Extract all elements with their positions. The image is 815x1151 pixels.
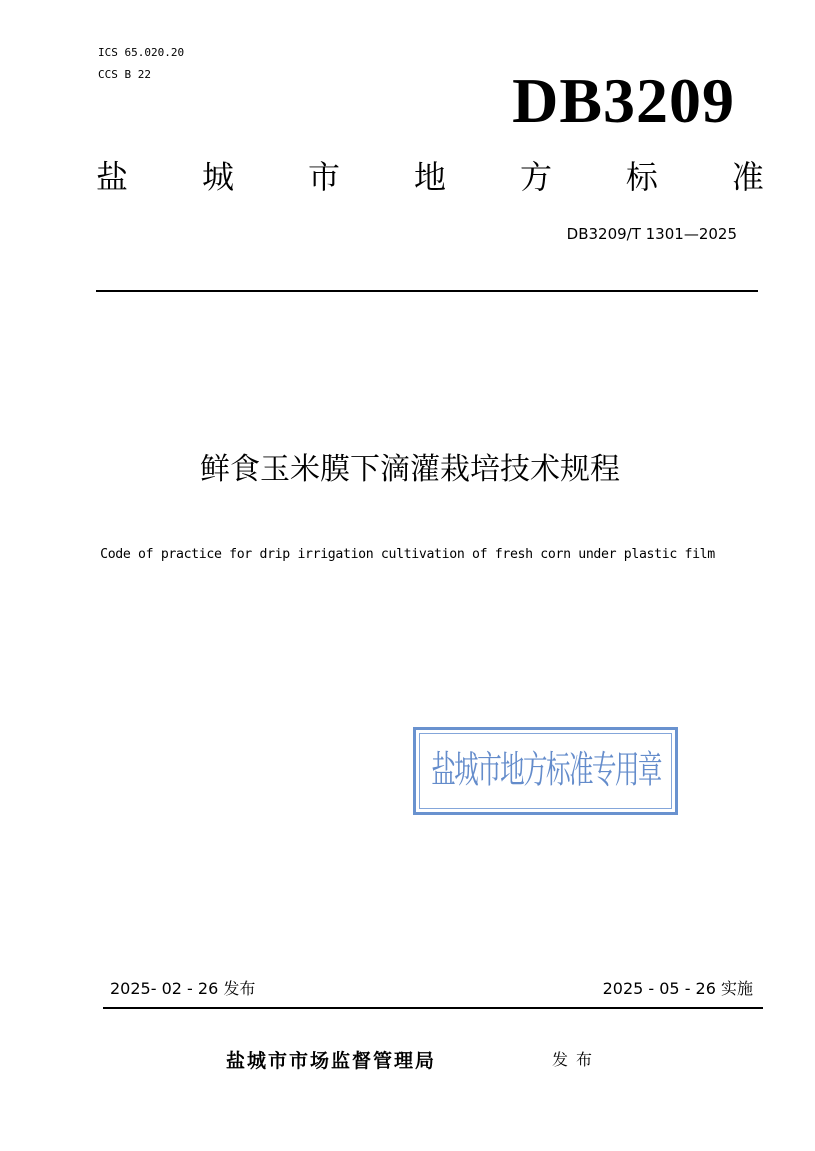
bottom-divider <box>103 1007 763 1009</box>
release-date: 2025- 02 - 26 发布 <box>110 979 256 998</box>
top-divider <box>96 290 758 292</box>
standard-type-char: 盐 <box>96 158 129 196</box>
official-seal-frame <box>419 733 672 809</box>
standard-logo-code: DB3209 <box>512 65 735 136</box>
document-title-en: Code of practice for drip irrigation cultivation of fresh corn under plastic film <box>100 547 715 562</box>
issuing-action: 发布 <box>552 1050 601 1069</box>
ics-code: ICS 65.020.20 <box>98 46 185 59</box>
standard-type-char: 地 <box>413 158 446 196</box>
ccs-code: CCS B 22 <box>98 68 151 81</box>
document-title-cn: 鲜食玉米膜下滴灌栽培技术规程 <box>200 452 620 487</box>
standard-type-char: 方 <box>519 158 552 196</box>
official-seal-text: 盐城市地方标准专用章 <box>430 748 661 793</box>
classification-codes <box>98 42 184 86</box>
standard-type <box>96 155 764 199</box>
standard-type-char: 城 <box>201 158 234 196</box>
official-seal <box>413 727 678 815</box>
standard-number: DB3209/T 1301—2025 <box>566 225 737 243</box>
standard-type-char: 准 <box>731 158 764 196</box>
issuing-authority: 盐城市市场监督管理局 <box>226 1050 437 1072</box>
standard-type-char: 市 <box>307 158 340 196</box>
standard-type-char: 标 <box>625 158 658 196</box>
implementation-date: 2025 - 05 - 26 实施 <box>602 979 753 998</box>
